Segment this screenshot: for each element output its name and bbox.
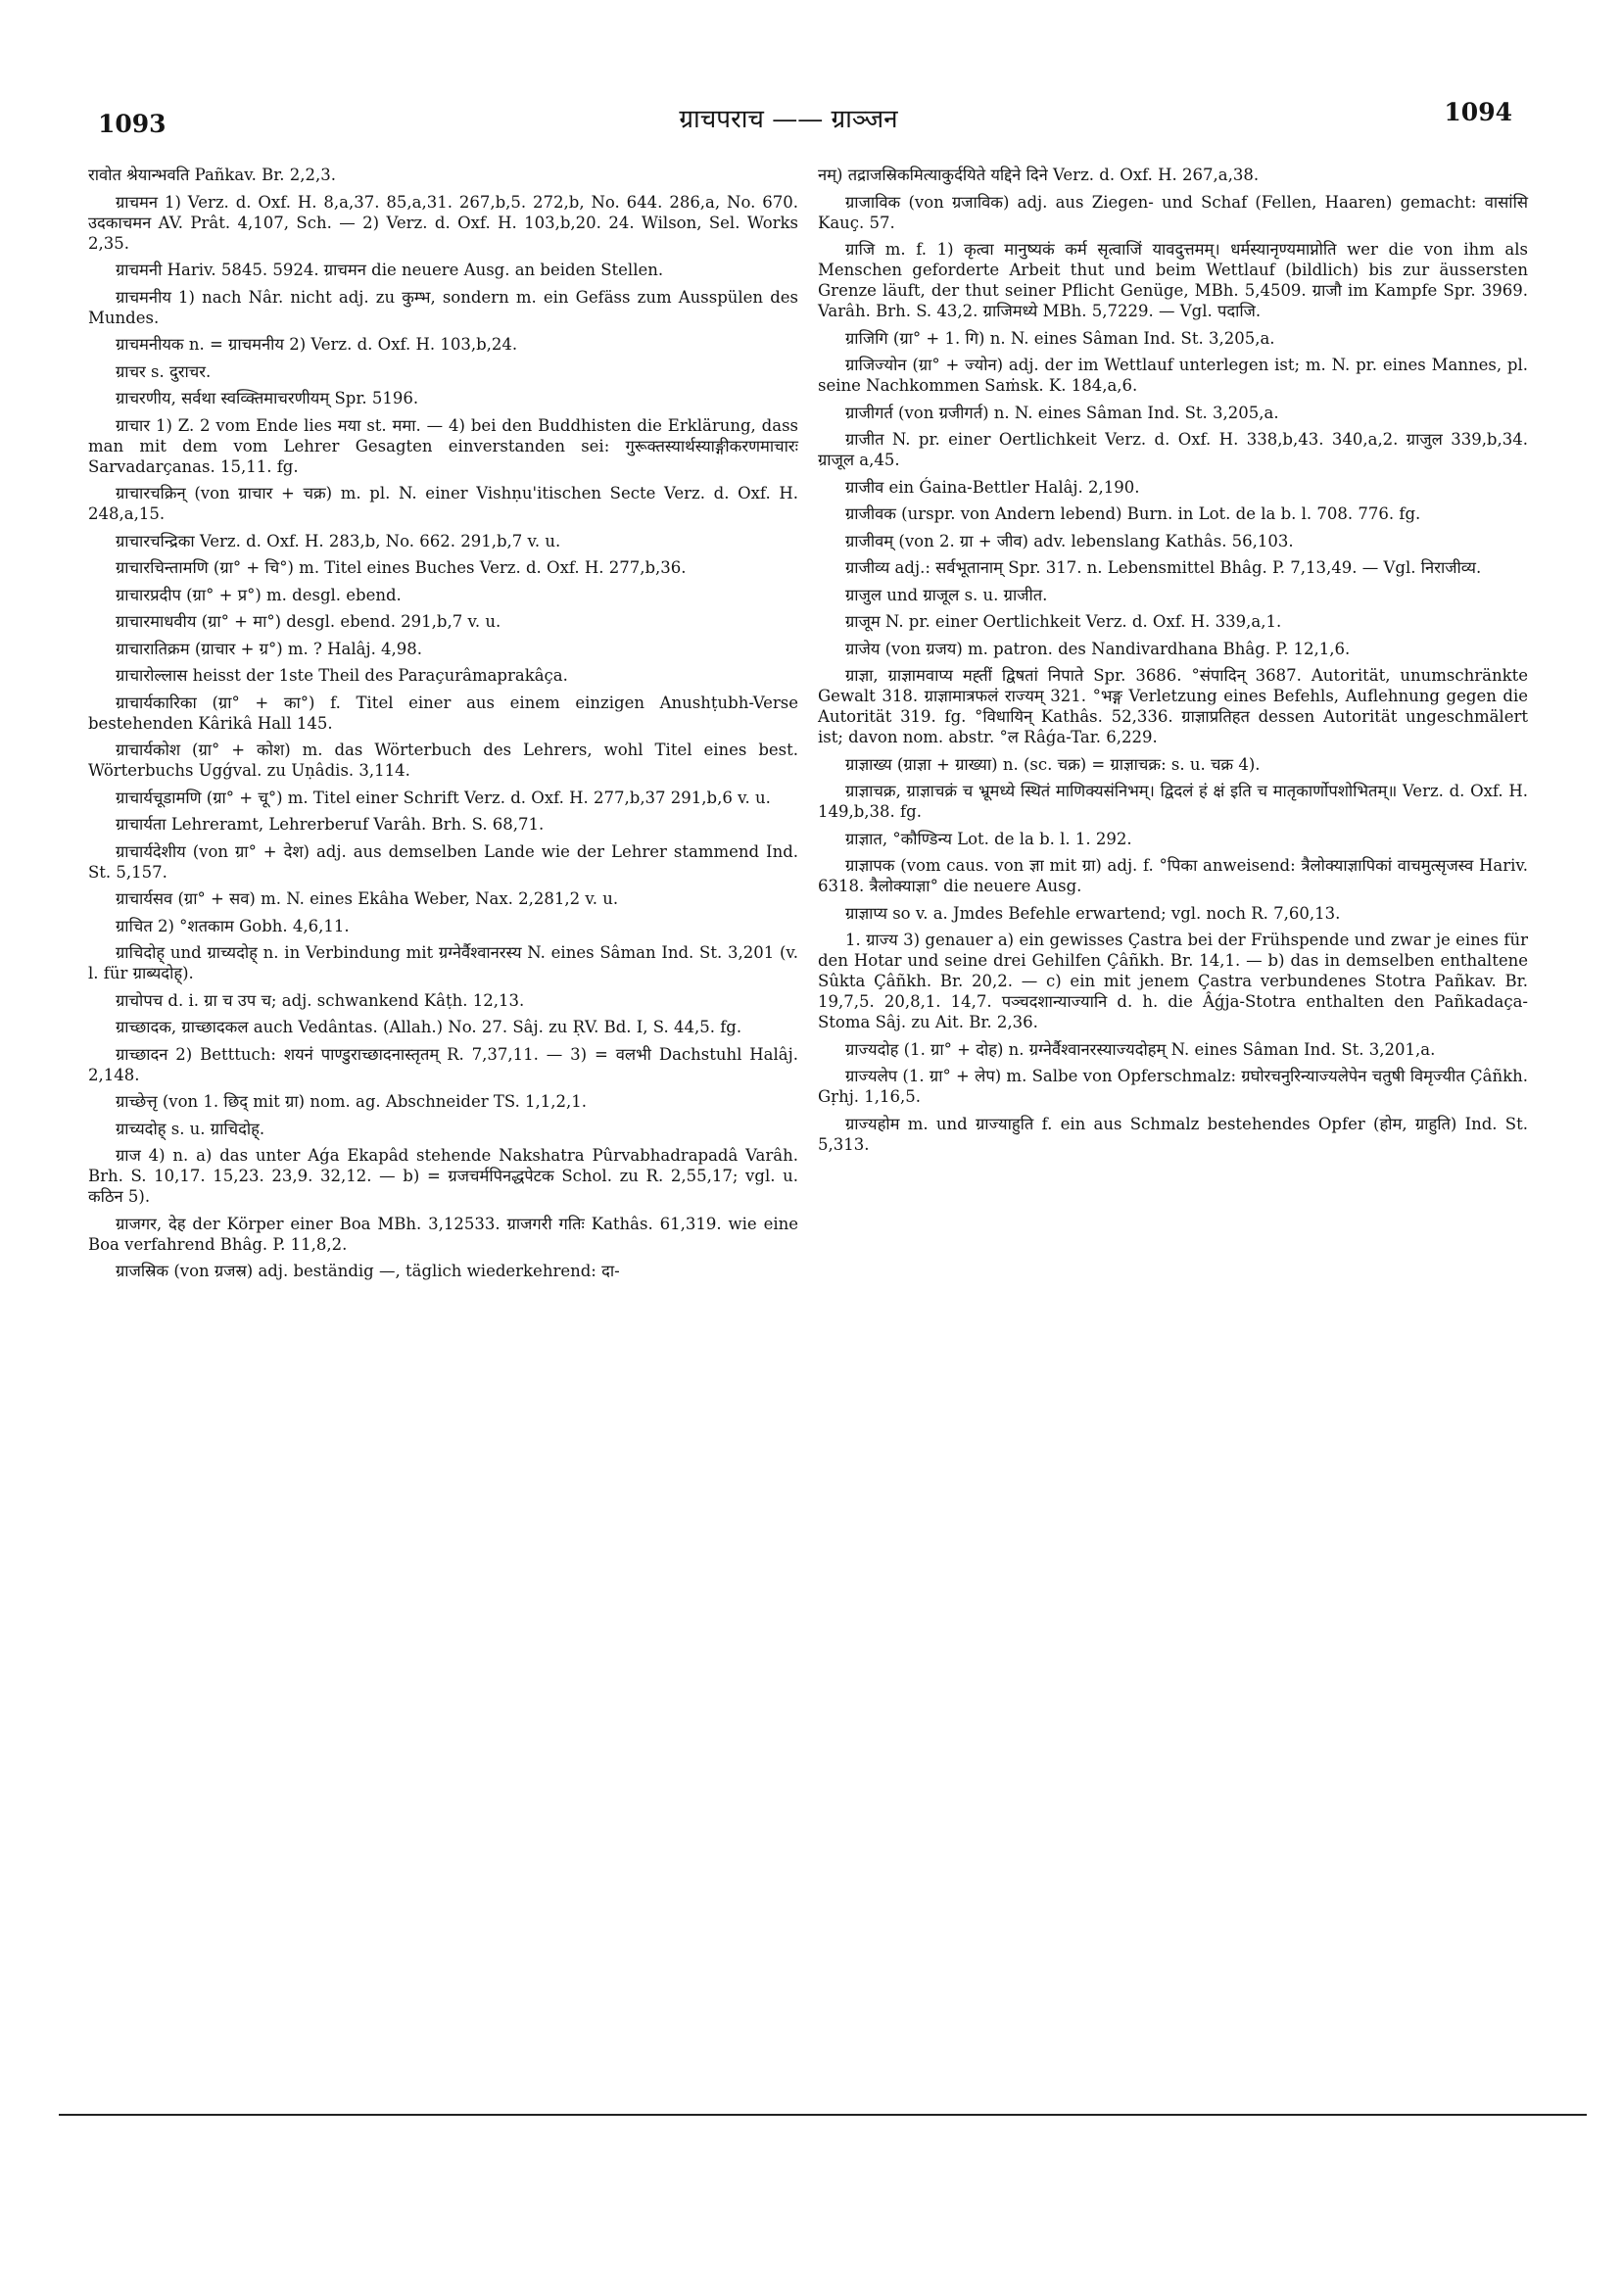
- dictionary-entry: ग्राजिगि (ग्रा° + 1. गि) n. N. eines Sâman Ind. St. 3,205,a.: [845, 328, 1275, 348]
- dictionary-entry: ग्राचमनीयक n. = ग्राचमनीय 2) Verz. d. Oxf. H. 103,b,24.: [116, 335, 518, 354]
- dictionary-entry: ग्राजूम N. pr. einer Oertlichkeit Verz. d. Oxf. H. 339,a,1.: [845, 612, 1282, 631]
- right-column: [818, 165, 1528, 1161]
- dictionary-entry: ग्राचारमाधवीय (ग्रा° + मा°) desgl. ebend. 291,b,7 v. u.: [116, 612, 501, 631]
- dictionary-entry: ग्राचारातिक्रम (ग्राचार + ग्र°) m. ? Halâj. 4,98.: [116, 639, 423, 658]
- dictionary-entry: ग्राच्छादक, ग्राच्छादकल auch Vedântas. (Allah.) No. 27. Sâj. zu ṚV. Bd. I, S. 44,5. fg.: [116, 1018, 742, 1036]
- dictionary-entry: ग्राचारप्रदीप (ग्रा° + प्र°) m. desgl. ebend.: [116, 585, 402, 604]
- dictionary-entry: ग्राचिदोह् und ग्राच्यदोह् n. in Verbindung mit ग्रग्नेर्वैश्वानरस्य N. eines Sâman Ind. St. 3,201 (v. l. für ग्राब्यदोह्).: [88, 943, 798, 982]
- dictionary-entry: ग्राजेय (von ग्रजय) m. patron. des Nandivardhana Bhâg. P. 12,1,6.: [845, 639, 1351, 658]
- dictionary-entry: रावोत श्रेयान्भवति Pañkav. Br. 2,2,3.: [88, 166, 337, 184]
- dictionary-entry: ग्राजि m. f. 1) कृत्वा मानुष्यकं कर्म सृत्वाजिं यावदुत्तमम्। धर्मस्यानृण्यमाप्नोति wer die von ihm als Menschen geforderte Arbeit thut und beim Wettlauf (bildlich) bis zur äussersten Grenze läuft, der thut seiner Pflicht Genüge, MBh. 5,4509. ग्राजौ im Kampfe Spr. 3969. Varâh. Brh. S. 43,2. ग्राजिमध्ये MBh. 5,7229. — Vgl. पदाजि.: [818, 240, 1528, 320]
- dictionary-entry: ग्राचार 1) Z. 2 vom Ende lies मया st. ममा. — 4) bei den Buddhisten die Erklärung, dass man mit dem vom Lehrer Gesagten einverstanden sei: गुरूक्तस्यार्थस्याङ्गीकरणमाचारः Sarvadarçanas. 15,11. fg.: [88, 415, 798, 476]
- running-head: ग्राचपराच —— ग्राञ्जन: [679, 105, 898, 134]
- dictionary-entry: ग्राचरणीय, सर्वथा स्वव्क्तिमाचरणीयम् Spr. 5196.: [116, 389, 419, 407]
- dictionary-entry: ग्राज्ञाचक्र, ग्राज्ञाचक्रं च भ्रूमध्ये स्थितं माणिक्यसंनिभम्। द्विदलं हं क्षं इति च मातृकार्णोपशोभितम्॥ Verz. d. Oxf. H. 149,b,38. fg.: [818, 782, 1528, 821]
- dictionary-entry: ग्राजीव्य adj.: सर्वभूतानाम् Spr. 317. n. Lebensmittel Bhâg. P. 7,13,49. — Vgl. निराजीव्य.: [845, 558, 1482, 577]
- dictionary-entry: ग्राजीत N. pr. einer Oertlichkeit Verz. d. Oxf. H. 338,b,43. 340,a,2. ग्राजुल 339,b,34. ग्राजूल a,45.: [818, 430, 1528, 469]
- dictionary-entry: ग्राज्ञात, °कौण्डिन्य Lot. de la b. l. 1. 292.: [845, 829, 1132, 848]
- page-header: [59, 98, 1518, 141]
- dictionary-entry: ग्राज 4) n. a) das unter Aǵa Ekapâd stehende Nakshatra Pûrvabhadrapadâ Varâh. Brh. S. 10,17. 15,23. 23,9. 32,12. — b) = ग्रजचर्मपिनद्धपेटक Schol. zu R. 2,55,17; vgl. u. कठिन 5).: [88, 1146, 798, 1206]
- dictionary-entry: ग्राचोपच d. i. ग्रा च उप च; adj. schwankend Kâṭh. 12,13.: [116, 990, 525, 1010]
- dictionary-entry: ग्राजिज्योन (ग्रा° + ज्योन) adj. der im Wettlauf unterlegen ist; m. N. pr. eines Mannes, pl. seine Nachkommen Saṁsk. K. 184,a,6.: [818, 356, 1528, 395]
- dictionary-entry: ग्राचमनी Hariv. 5845. 5924. ग्राचमन die neuere Ausg. an beiden Stellen.: [116, 261, 664, 279]
- dictionary-entry: ग्राजुल und ग्राजूल s. u. ग्राजीत.: [845, 585, 1048, 604]
- dictionary-entry: ग्राचार्यचूडामणि (ग्रा° + चू°) m. Titel einer Schrift Verz. d. Oxf. H. 277,b,37 291,b,6 v. u.: [116, 788, 771, 807]
- dictionary-entry: ग्राज्ञाप्य so v. a. Jmdes Befehle erwartend; vgl. noch R. 7,60,13.: [845, 903, 1341, 923]
- dictionary-entry: ग्राचर s. दुराचर.: [116, 361, 212, 381]
- dictionary-entry: ग्राजीगर्त (von ग्रजीगर्त) n. N. eines Sâman Ind. St. 3,205,a.: [845, 403, 1279, 422]
- dictionary-entry: ग्राचमन 1) Verz. d. Oxf. H. 8,a,37. 85,a,31. 267,b,5. 272,b, No. 644. 286,a, No. 670. उदकाचमन AV. Prât. 4,107, Sch. — 2) Verz. d. Oxf. H. 103,b,20. 24. Wilson, Sel. Works 2,35.: [88, 192, 798, 253]
- dictionary-entry: ग्राचित 2) °शतकाम Gobh. 4,6,11.: [116, 916, 350, 935]
- dictionary-entry: ग्राच्यदोह् s. u. ग्राचिदोह्.: [116, 1119, 265, 1138]
- left-column: [88, 165, 798, 1288]
- dictionary-entry: ग्राजीव ein Ǵaina-Bettler Halâj. 2,190.: [845, 477, 1140, 497]
- dictionary-entry: ग्राचारचन्द्रिका Verz. d. Oxf. H. 283,b, No. 662. 291,b,7 v. u.: [116, 531, 561, 550]
- dictionary-entry: ग्राजस्रिक (von ग्रजस्र) adj. beständig —, täglich wiederkehrend: दा-: [116, 1262, 620, 1280]
- dictionary-entry: ग्राचारचिन्तामणि (ग्रा° + चि°) m. Titel eines Buches Verz. d. Oxf. H. 277,b,36.: [116, 558, 687, 577]
- dictionary-entry: 1. ग्राज्य 3) genauer a) ein gewisses Çastra bei der Frühspende und zwar je eines für den Hotar und seine drei Gehilfen Çâñkh. Br. 14,1. — b) das in demselben enthaltene Sûkta Çâñkh. Br. 20,2. — c) ein mit jenem Çastra verbundenes Stotra Pañkav. Br. 19,7,5. 20,8,1. 14,7. पञ्चदशान्याज्यानि d. h. die Âǵja-Stotra enthalten den Pañkadaça-Stoma Sâj. zu Ait. Br. 2,36.: [818, 931, 1528, 1031]
- dictionary-entry: ग्राज्ञाख्य (ग्राज्ञा + ग्राख्या) n. (sc. चक्र) = ग्राज्ञाचक्र: s. u. चक्र 4).: [845, 754, 1261, 774]
- dictionary-entry: ग्राचार्यदेशीय (von ग्रा° + देश) adj. aus demselben Lande wie der Lehrer stammend Ind. St. 5,157.: [88, 841, 798, 882]
- dictionary-entry: ग्राज्ञा, ग्राज्ञामवाप्य मह्तीं द्विषतां निपाते Spr. 3686. °संपादिन् 3687. Autorität, unumschränkte Gewalt 318. ग्राज्ञामात्रफलं राज्यम् 321. °भङ्ग Verletzung eines Befehls, Auflehnung gegen die Autorität 319. fg. °विधायिन् Kathâs. 52,336. ग्राज्ञाप्रतिहत dessen Autorität ungeschmälert ist; davon nom. abstr. °ल Râǵa-Tar. 6,229.: [818, 666, 1528, 746]
- footer-rule: [59, 2114, 1587, 2116]
- page-top-edge: [0, 0, 1622, 10]
- dictionary-entry: ग्राच्छेत्तृ (von 1. छिद् mit ग्रा) nom. ag. Abschneider TS. 1,1,2,1.: [116, 1092, 588, 1111]
- dictionary-entry: ग्राचमनीय 1) nach Nâr. nicht adj. zu कुम्भ, sondern m. ein Gefäss zum Ausspülen des Mundes.: [88, 287, 798, 327]
- dictionary-entry: नम्) तद्राजस्रिकमित्याकुर्दयिते यद्दिने दिने Verz. d. Oxf. H. 267,a,38.: [818, 166, 1260, 184]
- dictionary-entry: ग्राचारचक्रिन् (von ग्राचार + चक्र) m. pl. N. einer Vishṇu'itischen Secte Verz. d. Oxf. H. 248,a,15.: [88, 484, 798, 523]
- dictionary-entry: ग्राज्यलेप (1. ग्रा° + लेप) m. Salbe von Opferschmalz: ग्रघोरचनुरिन्याज्यलेपेन चतुषी विमृज्यीत Çâñkh. Gṛhj. 1,16,5.: [818, 1067, 1528, 1106]
- dictionary-entry: ग्राचारोल्लास heisst der 1ste Theil des Paraçurâmaprakâça.: [116, 666, 568, 685]
- dictionary-entry: ग्राज्यदोह (1. ग्रा° + दोह) n. ग्रग्नेर्वैश्वानरस्याज्यदोहम् N. eines Sâman Ind. St. 3,201,a.: [845, 1039, 1436, 1059]
- dictionary-entry: ग्राजगर, देह der Körper einer Boa MBh. 3,12533. ग्राजगरी गतिः Kathâs. 61,319. wie eine Boa verfahrend Bhâg. P. 11,8,2.: [88, 1214, 798, 1254]
- dictionary-entry: ग्राचार्यकोश (ग्रा° + कोश) m. das Wörterbuch des Lehrers, wohl Titel eines best. Wörterbuchs Ugǵval. zu Uṇâdis. 3,114.: [88, 741, 798, 780]
- dictionary-entry: ग्राजाविक (von ग्रजाविक) adj. aus Ziegen- und Schaf (Fellen, Haaren) gemacht: वासांसि Kauç. 57.: [818, 192, 1528, 232]
- page-number-left: 1093: [98, 110, 167, 138]
- dictionary-entry: ग्राजीवक (urspr. von Andern lebend) Burn. in Lot. de la b. l. 708. 776. fg.: [845, 504, 1421, 523]
- dictionary-entry: ग्राचार्यसव (ग्रा° + सव) m. N. eines Ekâha Weber, Nax. 2,281,2 v. u.: [116, 889, 619, 908]
- dictionary-entry: ग्राजीवम् (von 2. ग्रा + जीव) adv. lebenslang Kathâs. 56,103.: [845, 531, 1294, 550]
- dictionary-entry: ग्राच्छादन 2) Betttuch: शयनं पाण्डुराच्छादनास्तृतम् R. 7,37,11. — 3) = वलभी Dachstuhl Halâj. 2,148.: [88, 1044, 798, 1084]
- dictionary-entry: ग्राचार्यता Lehreramt, Lehrerberuf Varâh. Brh. S. 68,71.: [116, 815, 545, 834]
- dictionary-entry: ग्राज्ञापक (vom caus. von ज्ञा mit ग्रा) adj. f. °पिका anweisend: त्रैलोक्याज्ञापिकां वाचमुत्सृजस्व Hariv. 6318. त्रैलोक्याज्ञा° die neuere Ausg.: [818, 856, 1528, 895]
- page-number-right: 1094: [1444, 98, 1512, 126]
- dictionary-entry: ग्राचार्यकारिका (ग्रा° + का°) f. Titel einer aus einem einzigen Anushṭubh-Verse bestehenden Kârikâ Hall 145.: [88, 693, 798, 733]
- dictionary-entry: ग्राज्यहोम m. und ग्राज्याहुति f. ein aus Schmalz bestehendes Opfer (होम, ग्राहुति) Ind. St. 5,313.: [818, 1114, 1528, 1154]
